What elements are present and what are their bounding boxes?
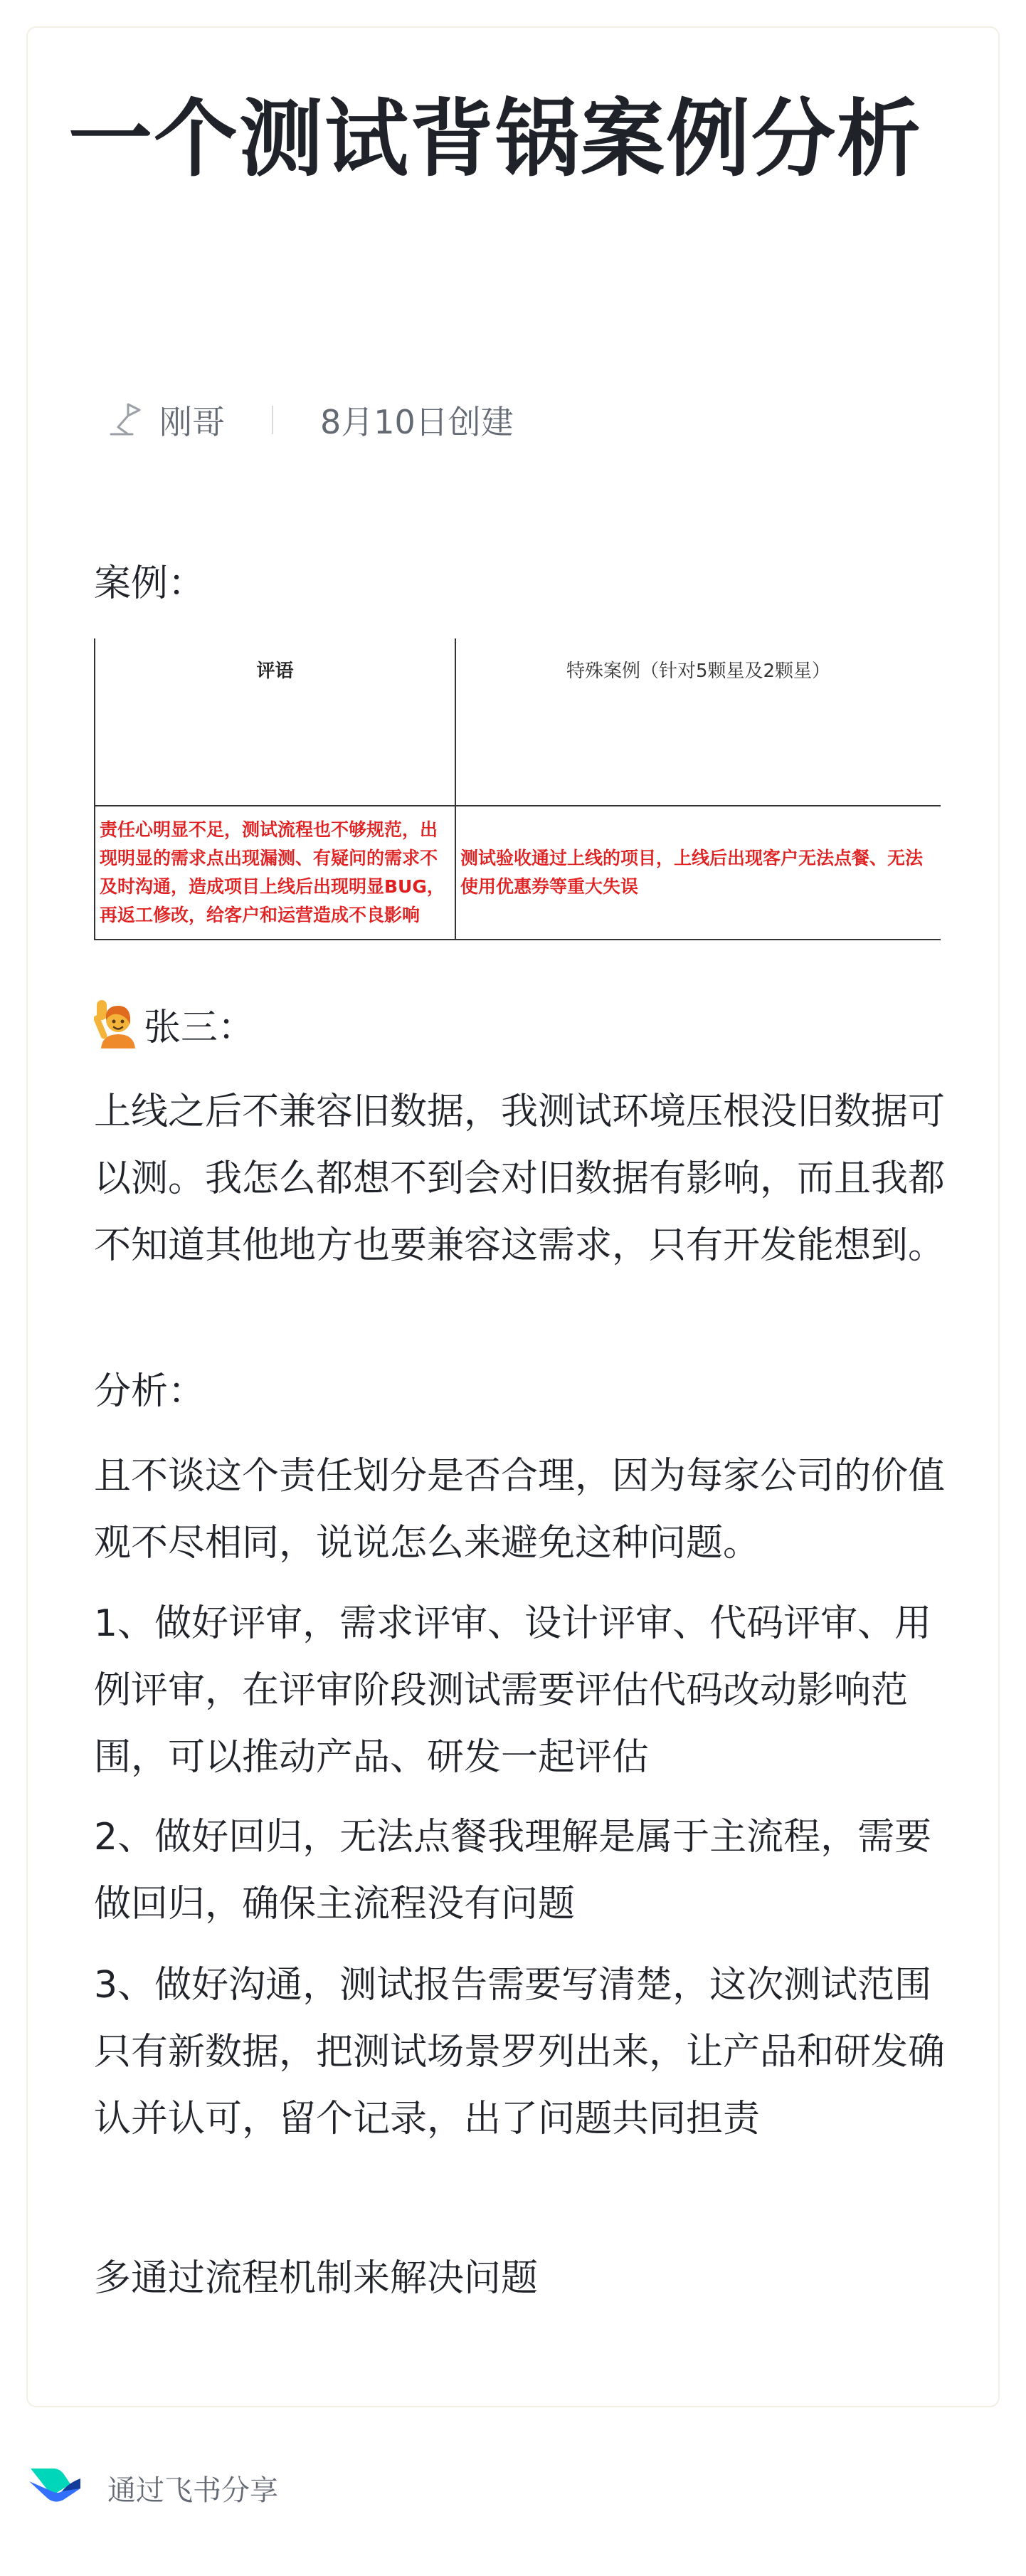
feishu-logo-icon (26, 2463, 83, 2513)
analysis-paragraph: 2、做好回归，无法点餐我理解是属于主流程，需要做回归，确保主流程没有问题 (94, 1816, 932, 1925)
quote-paragraph: 上线之后不兼容旧数据，我测试环境压根没旧数据可以测。我怎么都想不到会对旧数据有影响，而且我都不知道其他地方也要兼容这需求，只有开发能想到。 (94, 1090, 946, 1267)
meta-divider (272, 406, 273, 434)
analysis-paragraph: 多通过流程机制来解决问题 (94, 2257, 539, 2300)
author-name[interactable]: 刚哥 (159, 403, 225, 441)
document-title: 一个测试背锅案例分析 (68, 90, 923, 188)
table-row (95, 806, 941, 940)
analysis-paragraph: 1、做好评审，需求评审、设计评审、代码评审、用例评审，在评审阶段测试需要评估代码改动影响范围，可以推动产品、研发一起评估 (94, 1602, 932, 1779)
share-footer[interactable] (26, 2459, 278, 2516)
created-date: 8月10日创建 (320, 403, 514, 441)
raising-hand-emoji-icon (94, 999, 138, 1048)
review-table-image (94, 638, 941, 940)
author-avatar-icon[interactable] (104, 400, 144, 440)
table-header-row (95, 638, 941, 806)
speaker-name: 张三： (144, 1006, 255, 1049)
table-cell: 责任心明显不足，测试流程也不够规范，出现明显的需求点出现漏测、有疑问的需求不及时沟通，造成项目上线后出现明显BUG，再返工修改，给客户和运营造成不良影响 (95, 806, 455, 940)
table-header-cell: 特殊案例（针对5颗星及2颗星） (455, 638, 941, 806)
table-header-cell: 评语 (95, 638, 455, 806)
analysis-paragraph: 3、做好沟通，测试报告需要写清楚，这次测试范围只有新数据，把测试场景罗列出来，让产品和研发确认并认可，留个记录，出了问题共同担责 (94, 1964, 946, 2140)
table-cell: 测试验收通过上线的项目，上线后出现客户无法点餐、无法使用优惠券等重大失误 (455, 806, 941, 940)
share-text[interactable]: 通过飞书分享 (107, 2474, 278, 2507)
speaker-line (94, 995, 255, 1052)
analysis-paragraph: 且不谈这个责任划分是否合理，因为每家公司的价值观不尽相同，说说怎么来避免这种问题。 (94, 1455, 946, 1565)
case-label: 案例： (94, 562, 206, 605)
analysis-label: 分析： (94, 1370, 206, 1413)
document-meta (68, 395, 514, 445)
